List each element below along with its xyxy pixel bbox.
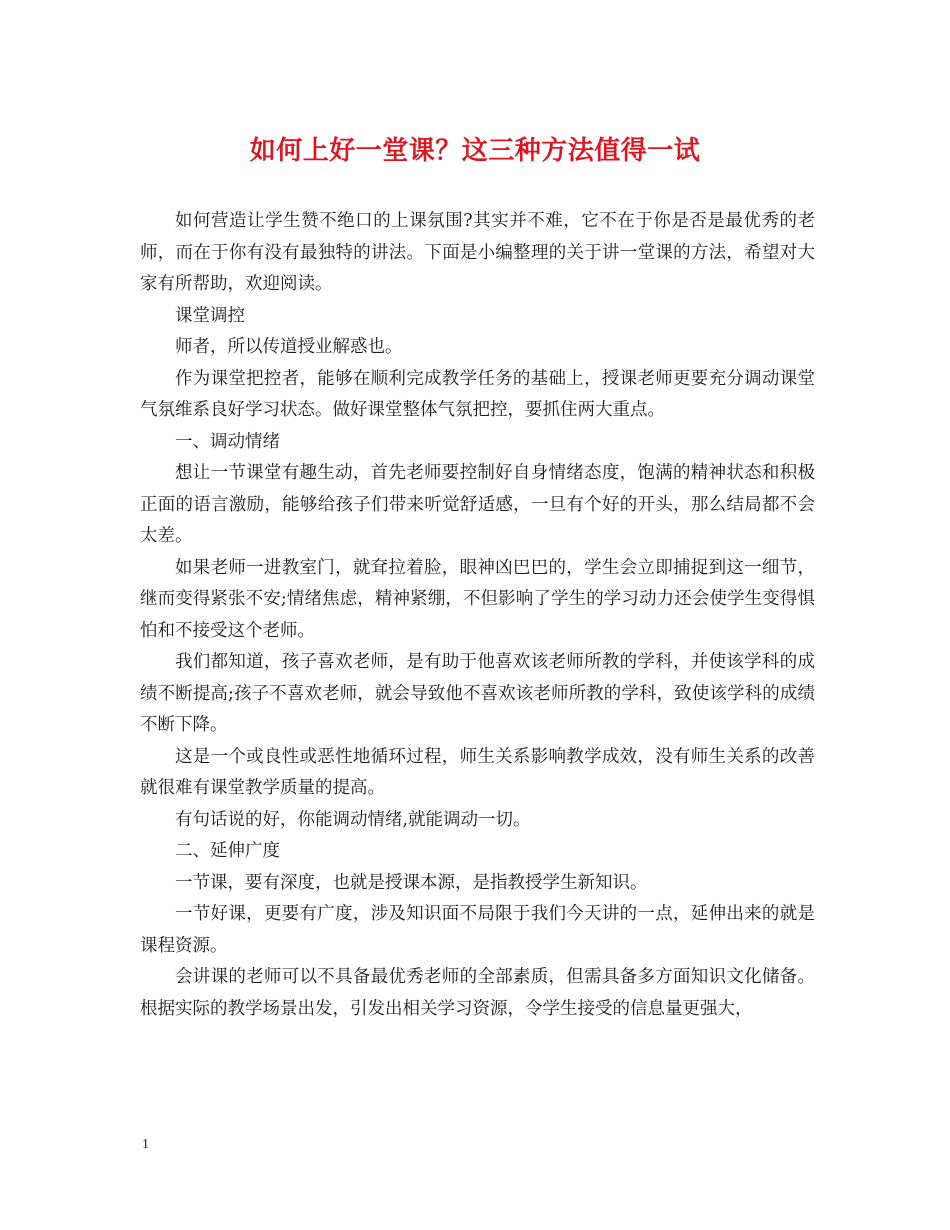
paragraph: 这是一个或良性或恶性地循环过程，师生关系影响教学成效，没有师生关系的改善就很难有课堂教学质量的提高。 xyxy=(140,746,815,798)
paragraph: 会讲课的老师可以不具备最优秀老师的全部素质，但需具备多方面知识文化储备。根据实际的教学场景出发，引发出相关学习资源，令学生接受的信息量更强大， xyxy=(140,967,815,1019)
subsection-heading: 二、延伸广度 xyxy=(175,841,280,861)
paragraph: 一节课，要有深度，也就是授课本源，是指教授学生新知识。 xyxy=(175,872,648,893)
page-number: 1 xyxy=(142,1137,149,1152)
section-heading: 课堂调控 xyxy=(175,305,245,326)
document-body xyxy=(140,206,815,1025)
paragraph: 如何营造让学生赞不绝口的上课氛围?其实并不难，它不在于你是否是最优秀的老师，而在于你有没有最独特的讲法。下面是小编整理的关于讲一堂课的方法，希望对大家有所帮助，欢迎阅读。 xyxy=(140,211,815,294)
paragraph: 有句话说的好，你能调动情绪,就能调动一切。 xyxy=(175,809,531,830)
paragraph: 如果老师一进教室门，就耷拉着脸，眼神凶巴巴的，学生会立即捕捉到这一细节，继而变得紧张不安;情绪焦虑，精神紧绷，不但影响了学生的学习动力还会使学生变得惧怕和不接受这个老师。 xyxy=(140,557,815,641)
paragraph: 作为课堂把控者，能够在顺利完成教学任务的基础上，授课老师更要充分调动课堂气氛维系良好学习状态。做好课堂整体气氛把控，要抓住两大重点。 xyxy=(140,368,815,420)
paragraph: 一节好课，更要有广度，涉及知识面不局限于我们今天讲的一点，延伸出来的就是课程资源。 xyxy=(140,904,815,956)
paragraph: 想让一节课堂有趣生动，首先老师要控制好自身情绪态度，饱满的精神状态和积极正面的语言激励，能够给孩子们带来听觉舒适感，一旦有个好的开头，那么结局都不会太差。 xyxy=(140,463,815,546)
paragraph: 师者，所以传道授业解惑也。 xyxy=(175,337,403,357)
paragraph: 我们都知道，孩子喜欢老师，是有助于他喜欢该老师所教的学科，并使该学科的成绩不断提高;孩子不喜欢老师，就会导致他不喜欢该老师所教的学科，致使该学科的成绩不断下降。 xyxy=(140,652,815,735)
document-title: 如何上好一堂课？这三种方法值得一试 xyxy=(249,136,701,166)
subsection-heading: 一、调动情绪 xyxy=(175,431,280,452)
